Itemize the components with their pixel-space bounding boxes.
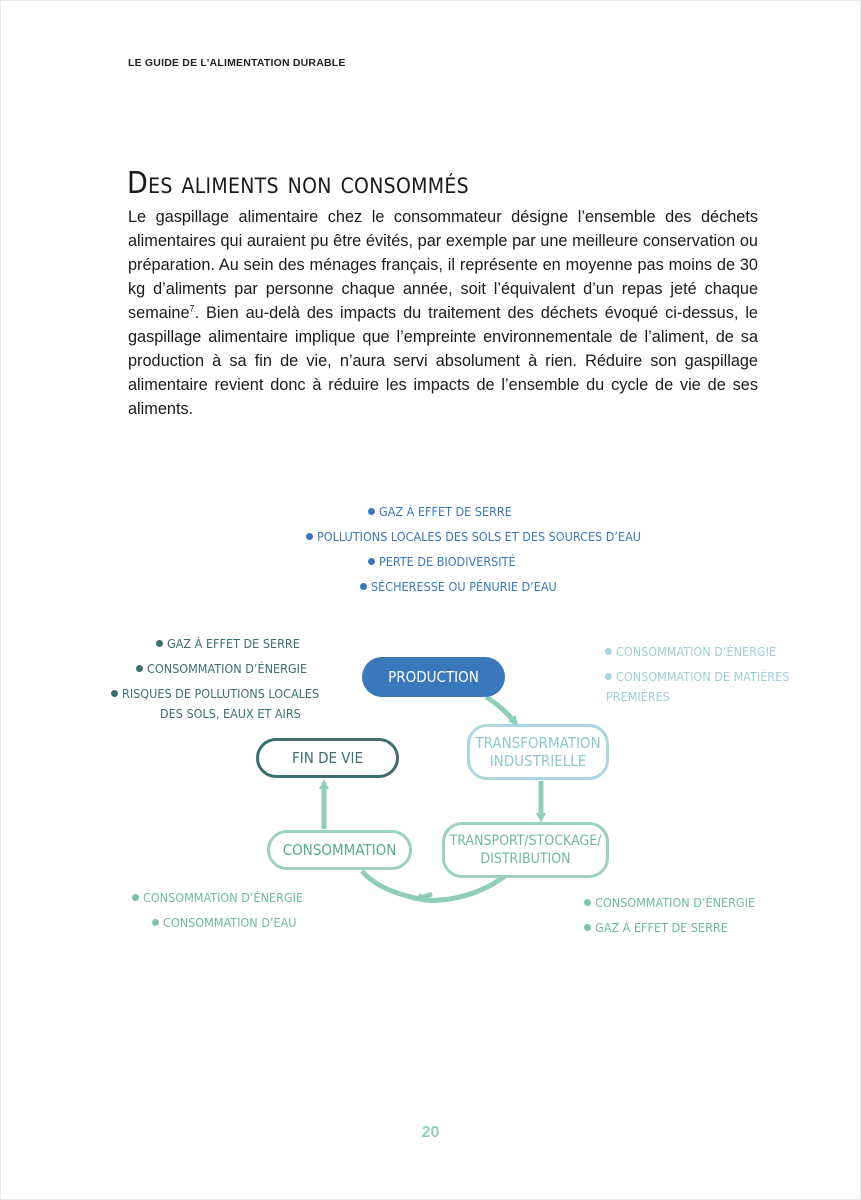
impact-transport-item [584,894,755,912]
node-transformation-line-2: INDUSTRIELLE [489,752,587,770]
impact-fin-de-vie-continuation: DES SOLS, EAUX ET AIRS [160,706,301,721]
impact-transformation-item [605,668,789,686]
node-consommation: CONSOMMATION [267,830,412,870]
node-transport-line-2: DISTRIBUTION [480,851,571,867]
impact-fin-de-vie-item [136,660,307,678]
arrow-production-to-transformation [486,697,515,722]
bullet-dot-icon [605,673,612,680]
node-transport-line-1: TRANSPORT/STOCKAGE/ [449,833,602,849]
impact-label: SÉCHERESSE OU PÉNURIE D’EAU [371,579,557,594]
impact-label: RISQUES DE POLLUTIONS LOCALES [122,686,320,701]
impact-consommation-item [152,914,297,932]
impact-transport-item [584,919,728,937]
body-text-part-2: . Bien au-delà des impacts du traitement des déchets évoqué ci-dessus, le gaspillage alimentaire implique que l’empreinte environnementale de l’aliment, de sa production à sa fin de vie, n’aura servi absolument à rien. Réduire son gaspillage alimentaire revient donc à réduire les impacts de l’ensemble du cycle de vie de ses aliments. [128,304,758,418]
bullet-dot-icon [605,648,612,655]
impact-label: GAZ À EFFET DE SERRE [167,636,300,651]
impact-label: CONSOMMATION DE MATIÈRES [616,669,790,684]
node-transformation-line-1: TRANSFORMATION [475,734,601,752]
node-transport-distribution [442,822,609,878]
impact-label: GAZ À EFFET DE SERRE [379,504,512,519]
impact-label: CONSOMMATION D’EAU [163,915,297,930]
impact-label: CONSOMMATION D’ÉNERGIE [595,895,756,910]
impact-label: CONSOMMATION D’ÉNERGIE [616,644,777,659]
bullet-dot-icon [584,899,591,906]
bullet-dot-icon [152,919,159,926]
impact-production-item [368,503,512,521]
bullet-dot-icon [156,640,163,647]
bullet-dot-icon [132,894,139,901]
bullet-dot-icon [111,690,118,697]
bullet-dot-icon [136,665,143,672]
node-production: PRODUCTION [362,657,505,697]
bullet-dot-icon [306,533,313,540]
footnote-reference: 7 [189,303,195,314]
impact-production-item [368,553,516,571]
node-transformation-industrielle [467,724,609,780]
impact-label: POLLUTIONS LOCALES DES SOLS ET DES SOURCES D’EAU [317,529,642,544]
node-fin-de-vie: FIN DE VIE [256,738,399,778]
running-head: LE GUIDE DE L’ALIMENTATION DURABLE [128,57,346,69]
bullet-dot-icon [584,924,591,931]
page-number: 20 [421,1124,440,1141]
bullet-dot-icon [368,558,375,565]
impact-production-item [306,528,641,546]
impact-label: PERTE DE BIODIVERSITÉ [379,554,516,569]
impact-fin-de-vie-item [111,685,319,703]
impact-production-item [360,578,557,596]
body-text-part-1: Le gaspillage alimentaire chez le consommateur désigne l’ensemble des déchets alimentaires qui auraient pu être évités, par exemple par une meilleure conservation ou préparation. Au sein des ménages français, il représente en moyenne pas moins de 30 kg d’aliments par personne chaque année, soit l’équivalent d’un repas jeté chaque semaine [128,208,758,322]
section-title: Des aliments non consommés [127,166,469,201]
impact-transformation-item [605,643,776,661]
bullet-dot-icon [368,508,375,515]
impact-consommation-item [132,889,303,907]
impact-label: CONSOMMATION D’ÉNERGIE [143,890,304,905]
impact-fin-de-vie-item [156,635,300,653]
impact-label: CONSOMMATION D’ÉNERGIE [147,661,308,676]
bullet-dot-icon [360,583,367,590]
impact-label: GAZ À EFFET DE SERRE [595,920,728,935]
impact-transformation-continuation: PREMIÈRES [606,689,670,704]
